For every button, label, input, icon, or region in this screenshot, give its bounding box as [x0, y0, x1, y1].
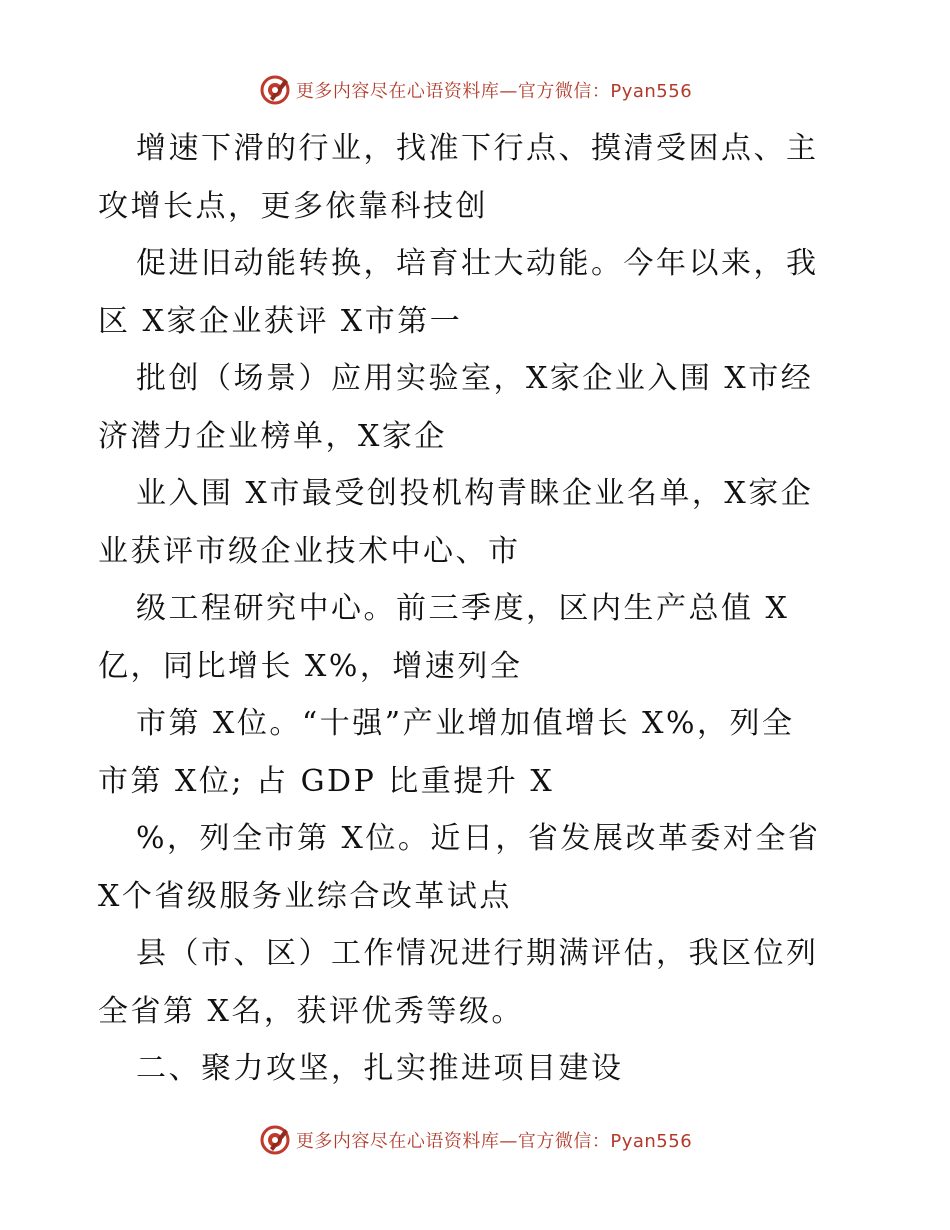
watermark-banner-bottom: [0, 1120, 950, 1160]
text-line: 区 X家企业获评 X市第一: [98, 303, 463, 339]
text-line: 业入围 X市最受创投机构青睐企业名单，X家企: [136, 476, 814, 511]
brush-logo-icon: [258, 1123, 292, 1157]
text-line: 攻增长点，更多依靠科技创: [98, 188, 488, 224]
paragraph: [98, 925, 858, 1040]
text-line: 市第 X位; 占 GDP 比重提升 X: [98, 763, 555, 799]
paragraph: [98, 120, 858, 235]
paragraph: [98, 810, 858, 925]
paragraph: [98, 350, 858, 465]
watermark-text: 更多内容尽在心语资料库—官方微信：Pyan556: [295, 1131, 693, 1152]
text-line: 增速下滑的行业，找准下行点、摸清受困点、主: [136, 131, 819, 166]
text-line: 县（市、区）工作情况进行期满评估，我区位列: [136, 936, 819, 971]
text-line: 级工程研究中心。前三季度，区内生产总值 X: [136, 591, 790, 626]
text-line: 济潜力企业榜单，X家企: [98, 418, 447, 454]
text-line: 市第 X位。“十强”产业增加值增长 X%，列全: [136, 706, 795, 741]
text-line: 业获评市级企业技术中心、市: [98, 533, 521, 569]
text-line: X个省级服务业综合改革试点: [98, 878, 512, 914]
text-line: 亿，同比增长 X%，增速列全: [98, 648, 523, 684]
watermark-banner-top: [0, 70, 950, 110]
text-line: 促进旧动能转换，培育壮大动能。今年以来，我: [136, 246, 819, 281]
watermark-text: 更多内容尽在心语资料库—官方微信：Pyan556: [295, 81, 693, 102]
document-body: [98, 120, 858, 1098]
paragraph: [98, 695, 858, 810]
text-line: 批创（场景）应用实验室，X家企业入围 X市经: [136, 361, 814, 396]
section-heading: [98, 1040, 858, 1098]
paragraph: [98, 235, 858, 350]
brush-logo-icon: [258, 73, 292, 107]
paragraph: [98, 580, 858, 695]
heading-line: 二、聚力攻坚，扎实推进项目建设: [136, 1051, 624, 1086]
text-line: 全省第 X名，获评优秀等级。: [98, 993, 524, 1029]
paragraph: [98, 465, 858, 580]
text-line: %，列全市第 X位。近日，省发展改革委对全省: [136, 821, 821, 856]
